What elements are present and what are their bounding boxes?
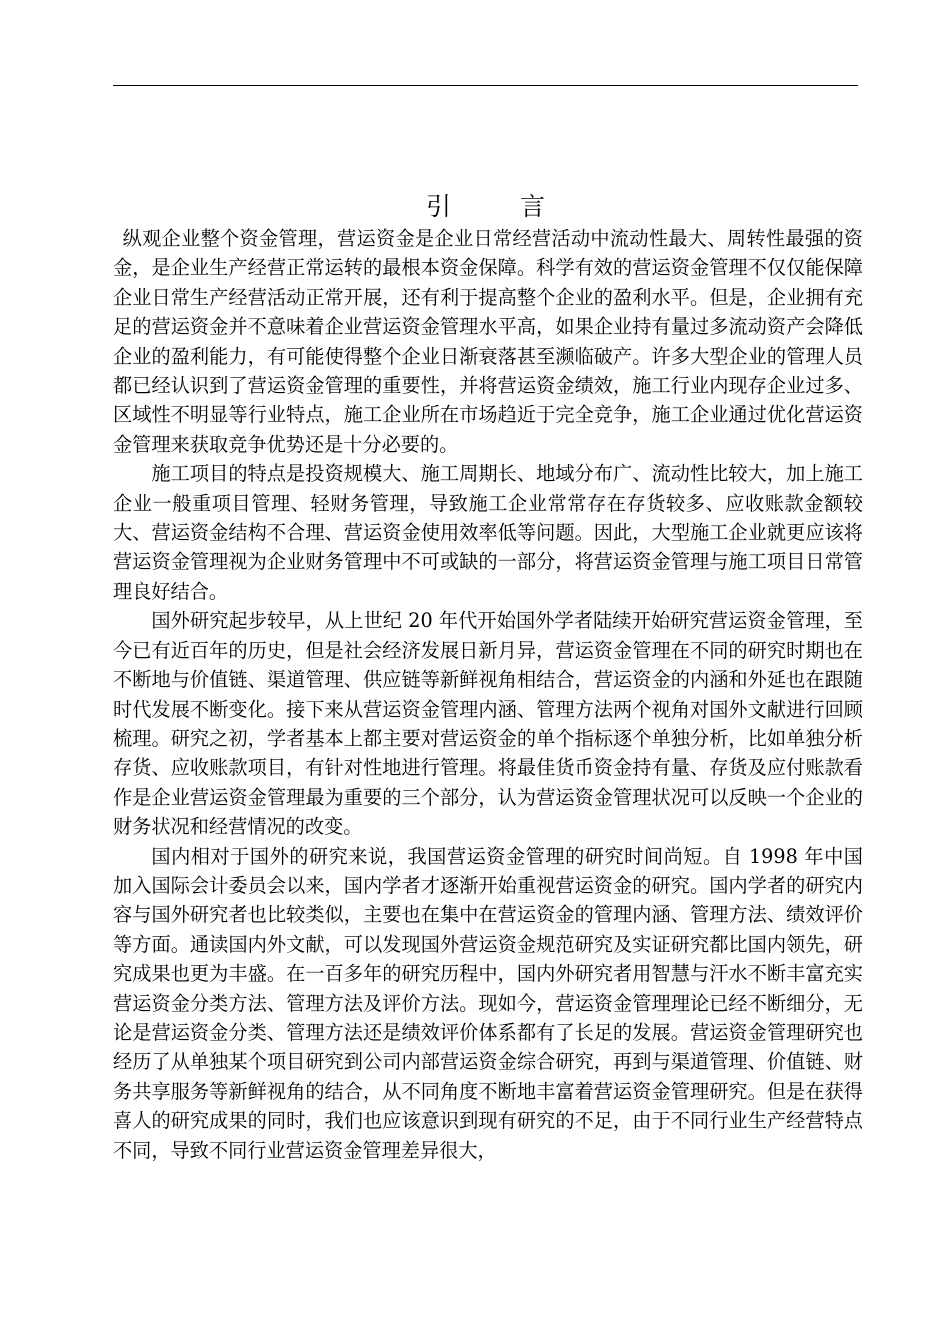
paragraph-1: 纵观企业整个资金管理，营运资金是企业日常经营活动中流动性最大、周转性最强的资金，是企业生产经营正常运转的最根本资金保障。科学有效的营运资金管理不仅仅能保障企业日常生产经营活动正常开展，还有利于提高整个企业的盈利水平。但是，企业拥有充足的营运资金并不意味着企业营运资金管理水平高，如果企业持有量过多流动资产会降低企业的盈利能力，有可能使得整个企业日渐衰落甚至濒临破产。许多大型企业的管理人员都已经认识到了营运资金管理的重要性，并将营运资金绩效，施工行业内现存企业过多、区域性不明显等行业特点，施工企业所在市场趋近于完全竞争，施工企业通过优化营运资金管理来获取竞争优势还是十分必要的。 (113, 227, 863, 456)
section-title: 引 言 (425, 192, 567, 221)
paragraph-2: 施工项目的特点是投资规模大、施工周期长、地域分布广、流动性比较大，加上施工企业一般重项目管理、轻财务管理，导致施工企业常常存在存货较多、应收账款金额较大、营运资金结构不合理、营运资金使用效率低等问题。因此，大型施工企业就更应该将营运资金管理视为企业财务管理中不可或缺的一部分，将营运资金管理与施工项目日常管理良好结合。 (113, 462, 863, 603)
body-text (113, 224, 863, 1165)
header-rule (113, 85, 858, 86)
paragraph-3: 国外研究起步较早，从上世纪 20 年代开始国外学者陆续开始研究营运资金管理，至今已有近百年的历史，但是社会经济发展日新月异，营运资金管理在不同的研究时期也在不断地与价值链、渠道管理、供应链等新鲜视角相结合，营运资金的内涵和外延也在跟随时代发展不断变化。接下来从营运资金管理内涵、管理方法两个视角对国外文献进行回顾梳理。研究之初，学者基本上都主要对营运资金的单个指标逐个单独分析，比如单独分析存货、应收账款项目，有针对性地进行管理。将最佳货币资金持有量、存货及应付账款看作是企业营运资金管理最为重要的三个部分，认为营运资金管理状况可以反映一个企业的财务状况和经营情况的改变。 (113, 609, 863, 839)
paragraph-4: 国内相对于国外的研究来说，我国营运资金管理的研究时间尚短。自 1998 年中国加入国际会计委员会以来，国内学者才逐渐开始重视营运资金的研究。国内学者的研究内容与国外研究者也比较类似，主要也在集中在营运资金的管理内涵、管理方法、绩效评价等方面。通读国内外文献，可以发现国外营运资金规范研究及实证研究都比国内领先，研究成果也更为丰盛。在一百多年的研究历程中，国内外研究者用智慧与汗水不断丰富充实营运资金分类方法、管理方法及评价方法。现如今，营运资金管理理论已经不断细分，无论是营运资金分类、管理方法还是绩效评价体系都有了长足的发展。营运资金管理研究也经历了从单独某个项目研究到公司内部营运资金综合研究，再到与渠道管理、价值链、财务共享服务等新鲜视角的结合，从不同角度不断地丰富着营运资金管理研究。但是在获得喜人的研究成果的同时，我们也应该意识到现有研究的不足，由于不同行业生产经营特点不同，导致不同行业营运资金管理差异很大， (113, 844, 863, 1162)
